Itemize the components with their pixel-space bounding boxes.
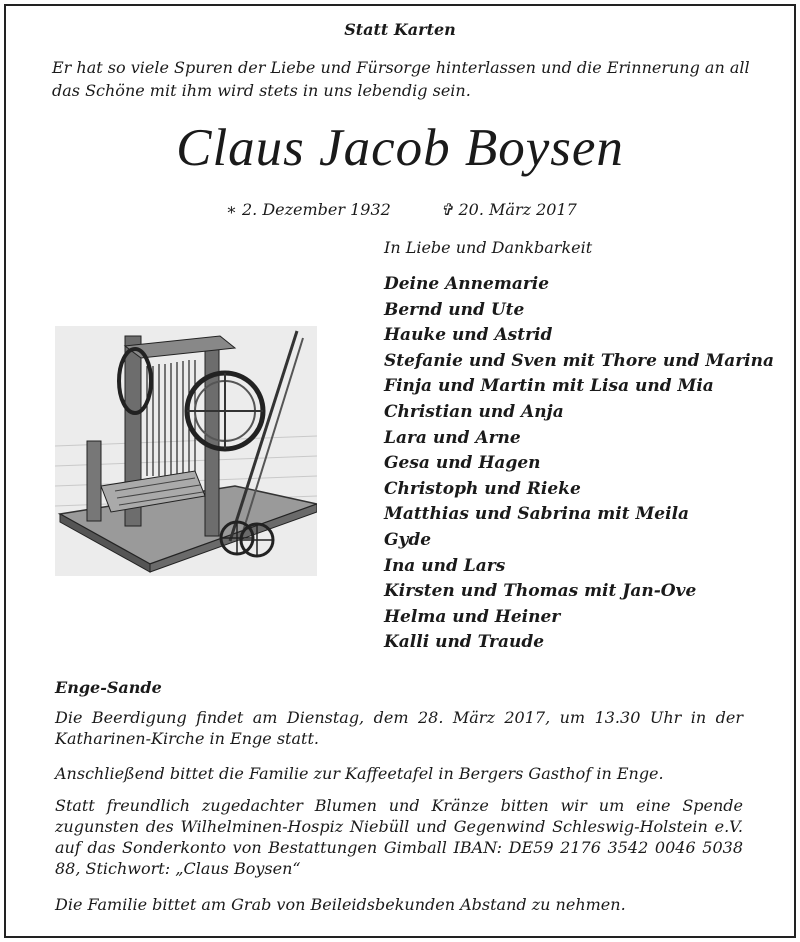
donation-request: Statt freundlich zugedachter Blumen und Kränze bitten wir um eine Spende zugunsten des Wilhelminen-Hospiz Niebüll und Gegenwind Schleswig-Holstein e.V. auf das Sonderkonto von Bestattungen Gimball IBAN: DE59 2176 3542 0046 5038 88, Stichwort: „Claus Boysen“ <box>55 796 743 878</box>
death-date: ✞ 20. März 2017 <box>440 200 577 219</box>
mourner-name: Matthias und Sabrina mit Meila <box>384 504 690 525</box>
mourner-name: Hauke und Astrid <box>384 325 553 346</box>
mourner-name: Deine Annemarie <box>384 274 550 294</box>
notice-header: Statt Karten <box>344 20 456 39</box>
intro-text: Er hat so viele Spuren der Liebe und Fürsorge hinterlassen und die Erinnerung an all das Schöne mit ihm wird stets in uns lebendig sein. <box>52 58 750 100</box>
mourner-name: Ina und Lars <box>384 555 506 576</box>
mourner-name: Kirsten und Thomas mit Jan-Ove <box>384 581 697 602</box>
mourner-name: Gyde <box>384 529 432 550</box>
mourner-name: Gesa und Hagen <box>384 453 541 474</box>
birth-date: ∗ 2. Dezember 1932 <box>226 200 391 219</box>
mourner-name: Kalli und Traude <box>384 632 545 653</box>
loom-engraving-icon <box>55 326 317 576</box>
mourners-heading: In Liebe und Dankbarkeit <box>384 238 593 257</box>
mourner-name: Finja und Martin mit Lisa und Mia <box>384 376 714 397</box>
mourner-name: Bernd und Ute <box>384 299 525 320</box>
deceased-name: Claus Jacob Boysen <box>176 119 624 177</box>
mourner-name: Lara und Arne <box>384 427 521 448</box>
funeral-details: Die Beerdigung findet am Dienstag, dem 28. März 2017, um 13.30 Uhr in der Katharinen-Kirche in Enge statt. <box>55 708 743 748</box>
mourner-name: Christoph und Rieke <box>384 478 581 499</box>
mourner-name: Christian und Anja <box>384 401 564 422</box>
mourner-name: Helma und Heiner <box>384 606 561 627</box>
reception-details: Anschließend bittet die Familie zur Kaffeetafel in Bergers Gasthof in Enge. <box>55 764 664 783</box>
mourner-name: Stefanie und Sven mit Thore und Marina <box>384 350 775 371</box>
mourners-list <box>384 272 774 656</box>
condolence-request: Die Familie bittet am Grab von Beileidsbekunden Abstand zu nehmen. <box>55 895 626 914</box>
place-name: Enge-Sande <box>55 678 162 697</box>
